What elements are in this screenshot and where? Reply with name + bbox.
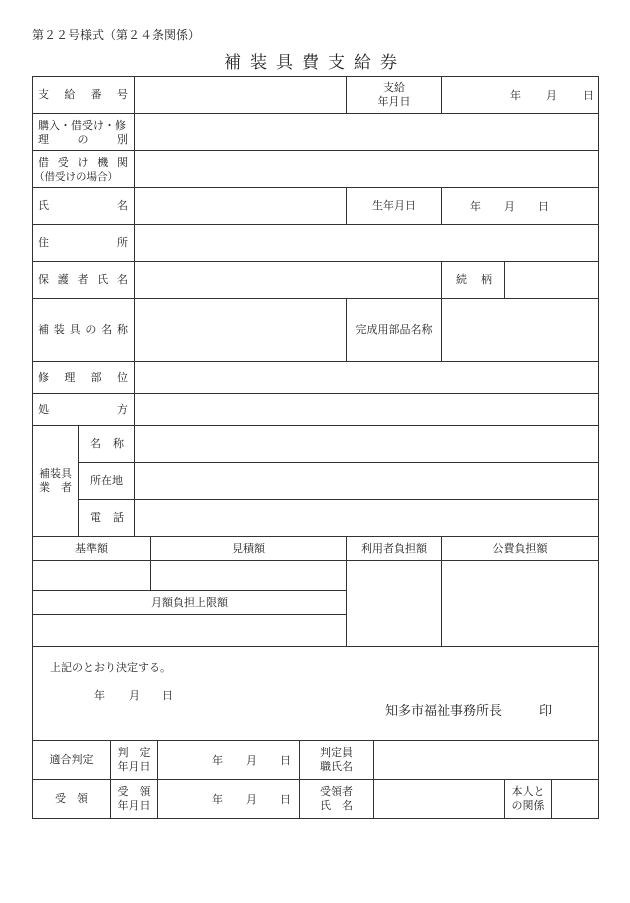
date-day: 日 — [583, 89, 594, 102]
label-char: 部 — [90, 370, 102, 384]
relation-label — [441, 261, 505, 299]
date-year: 年 — [94, 689, 105, 702]
label-line: 氏 名 — [320, 799, 353, 812]
date-month: 月 — [129, 689, 140, 702]
decision-block — [32, 646, 599, 741]
label-char: 補 — [38, 323, 49, 336]
label-char: 修 — [38, 370, 49, 384]
label-line: 補装具 — [39, 467, 72, 480]
date-year: 年 — [470, 200, 481, 213]
label-char: 別 — [117, 133, 128, 146]
user-burden-field[interactable] — [346, 560, 442, 647]
date-month: 月 — [246, 793, 257, 806]
label-char: 続 — [456, 273, 467, 286]
label-char: 処 — [38, 402, 49, 416]
label-line: 職氏名 — [320, 760, 353, 773]
label-char: 氏 — [97, 273, 109, 286]
date-day: 日 — [280, 793, 291, 806]
date-year: 年 — [212, 754, 223, 767]
label-line: 判 定 — [117, 746, 151, 759]
label-char: 機 — [97, 156, 109, 169]
label-char: 保 — [38, 273, 49, 286]
label-char: 名 — [117, 273, 128, 286]
relation-field[interactable] — [504, 261, 599, 299]
address-label — [32, 224, 135, 262]
label-char: 理 — [38, 133, 49, 146]
label-char: 称 — [113, 437, 124, 450]
seal-mark: 印 — [539, 704, 553, 719]
label-char: 名 — [90, 437, 101, 450]
label-char: 理 — [64, 370, 76, 384]
receiver-field[interactable] — [373, 779, 505, 819]
purchase-type-label — [32, 113, 135, 151]
label-char: 位 — [116, 370, 128, 384]
repair-part-field[interactable] — [134, 361, 599, 394]
label-char: 電 — [90, 511, 101, 524]
label-line: 年月日 — [117, 760, 151, 773]
repair-part-label — [32, 361, 135, 394]
judge-label — [299, 740, 374, 780]
label-char: 名 — [117, 199, 128, 212]
label-line: 判定員 — [320, 746, 353, 759]
lender-label — [32, 150, 135, 188]
label-char: 名 — [101, 323, 113, 336]
date-day: 日 — [162, 689, 173, 702]
decision-text: 上記のとおり決定する。 — [50, 661, 171, 674]
estimate-amount-header: 見積額 — [150, 536, 347, 561]
label-char: 番 — [90, 88, 102, 101]
judge-field[interactable] — [373, 740, 599, 780]
label-char: の — [85, 323, 97, 336]
label-line: 年月日 — [117, 799, 151, 812]
label-line: 受 領 — [117, 785, 151, 798]
parts-name-field[interactable] — [441, 298, 599, 362]
vendor-group-label — [32, 425, 79, 537]
receiver-relation-label — [504, 779, 552, 819]
label-char: 柄 — [481, 273, 492, 286]
vendor-phone-label — [78, 499, 135, 537]
label-char: 受 — [57, 156, 69, 169]
label-char: 氏 — [38, 199, 49, 212]
label-line: の関係 — [511, 799, 545, 812]
receiver-label — [299, 779, 374, 819]
label-char: 住 — [38, 236, 49, 249]
public-burden-field[interactable] — [441, 560, 599, 647]
name-field[interactable] — [134, 187, 347, 225]
vendor-name-label — [78, 425, 135, 463]
receiver-relation-field[interactable] — [551, 779, 599, 819]
label-char: 装 — [53, 323, 65, 336]
device-name-label — [32, 298, 135, 362]
estimate-amount-field[interactable] — [150, 560, 347, 591]
payment-no-field[interactable] — [134, 76, 347, 114]
birth-date-label: 生年月日 — [346, 187, 442, 225]
monthly-limit-field[interactable] — [32, 614, 347, 647]
label-char: の — [77, 133, 89, 146]
standard-amount-header: 基準額 — [32, 536, 151, 561]
receipt-date-label — [110, 779, 158, 819]
vendor-phone-field[interactable] — [134, 499, 599, 537]
conformity-date-field[interactable] — [157, 740, 300, 780]
conformity-label: 適合判定 — [32, 740, 111, 780]
guardian-label — [32, 261, 135, 299]
date-month: 月 — [246, 754, 257, 767]
label-char: 支 — [38, 88, 49, 101]
issuer-name: 知多市福祉事務所長 — [385, 704, 503, 719]
receipt-label: 受 領 — [32, 779, 111, 819]
label-line: 購入・借受け・修 — [38, 119, 126, 132]
label-char: 話 — [113, 511, 124, 524]
date-year: 年 — [510, 89, 521, 102]
payment-date-label — [346, 76, 442, 114]
user-burden-header: 利用者負担額 — [346, 536, 442, 561]
device-name-field[interactable] — [134, 298, 347, 362]
date-year: 年 — [212, 793, 223, 806]
payment-date-field[interactable] — [441, 76, 599, 114]
guardian-field[interactable] — [134, 261, 442, 299]
label-line — [38, 156, 128, 170]
date-month: 月 — [546, 89, 557, 102]
label-char: 者 — [77, 273, 89, 286]
vendor-name-field[interactable] — [134, 425, 599, 463]
label-char: 給 — [64, 88, 76, 101]
date-month: 月 — [504, 200, 515, 213]
prescription-label — [32, 393, 135, 426]
label-line: 受領者 — [320, 785, 353, 798]
label-char: 方 — [117, 402, 128, 416]
form-title: 補装具費支給券 — [224, 53, 406, 73]
label-line: 支給 — [383, 81, 405, 94]
label-line: （借受けの場合） — [34, 171, 118, 183]
label-char: 所 — [117, 236, 128, 249]
label-line: 本人と — [511, 785, 545, 798]
label-line: 年月日 — [377, 95, 411, 108]
payment-no-label — [32, 76, 135, 114]
address-field[interactable] — [134, 224, 599, 262]
label-char: 称 — [116, 323, 128, 336]
parts-name-label: 完成用部品名称 — [346, 298, 442, 362]
label-char: 護 — [57, 273, 69, 286]
label-line: 業 者 — [39, 481, 72, 494]
conformity-date-label — [110, 740, 158, 780]
vendor-location-field[interactable] — [134, 462, 599, 500]
label-char: け — [77, 156, 89, 169]
label-char: 借 — [38, 156, 49, 169]
label-char: 関 — [117, 156, 128, 169]
public-burden-header: 公費負担額 — [441, 536, 599, 561]
receipt-date-field[interactable] — [157, 779, 300, 819]
prescription-field[interactable] — [134, 393, 599, 426]
date-day: 日 — [280, 754, 291, 767]
date-day: 日 — [538, 200, 549, 213]
lender-field[interactable] — [134, 150, 599, 188]
name-label — [32, 187, 135, 225]
purchase-type-field[interactable] — [134, 113, 599, 151]
birth-date-field[interactable] — [441, 187, 599, 225]
label-char: 号 — [116, 88, 128, 101]
form-number: 第２２号様式（第２４条関係） — [32, 28, 201, 42]
standard-amount-field[interactable] — [32, 560, 151, 591]
vendor-location-label: 所在地 — [78, 462, 135, 500]
label-char: 具 — [69, 323, 81, 336]
monthly-limit-header: 月額負担上限額 — [32, 590, 347, 615]
label-line — [38, 133, 128, 147]
